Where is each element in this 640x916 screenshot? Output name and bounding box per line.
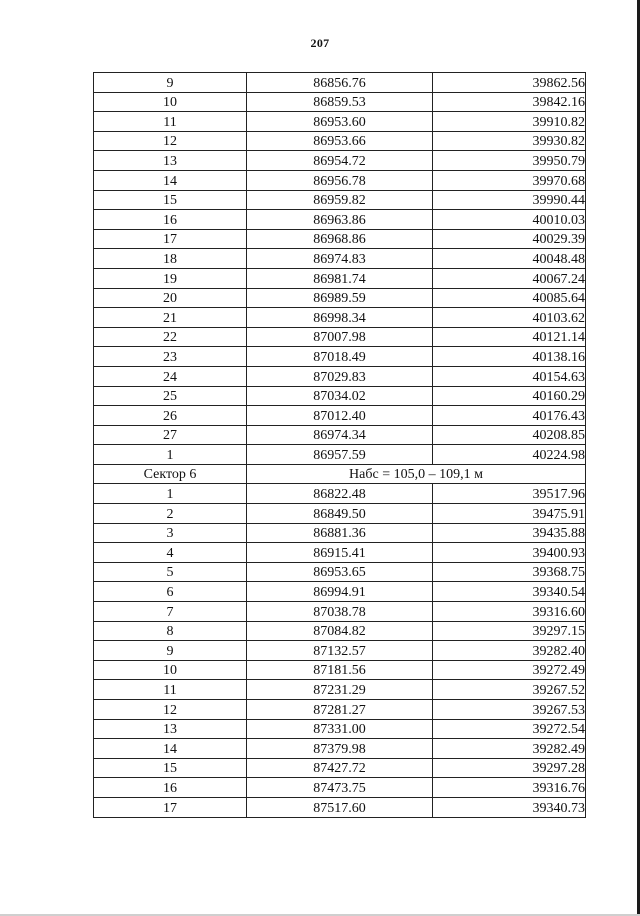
- y-coordinate-cell: 39282.49: [433, 739, 586, 759]
- y-coordinate-cell: 39297.15: [433, 621, 586, 641]
- x-coordinate-cell: 86953.60: [247, 112, 433, 132]
- table-row: [94, 641, 586, 661]
- x-coordinate-cell: 86956.78: [247, 170, 433, 190]
- table-row: [94, 170, 586, 190]
- x-coordinate-cell: 87427.72: [247, 758, 433, 778]
- y-coordinate-cell: 39272.54: [433, 719, 586, 739]
- point-number-cell: 3: [94, 523, 247, 543]
- table-row: [94, 268, 586, 288]
- x-coordinate-cell: 87132.57: [247, 641, 433, 661]
- point-number-cell: 13: [94, 151, 247, 171]
- point-number-cell: 20: [94, 288, 247, 308]
- y-coordinate-cell: 39267.53: [433, 700, 586, 720]
- table-row: [94, 112, 586, 132]
- sector-header-row: [94, 464, 586, 484]
- table-row: [94, 425, 586, 445]
- point-number-cell: 15: [94, 758, 247, 778]
- point-number-cell: 18: [94, 249, 247, 269]
- point-number-cell: 4: [94, 543, 247, 563]
- x-coordinate-cell: 86959.82: [247, 190, 433, 210]
- y-coordinate-cell: 40010.03: [433, 210, 586, 230]
- y-coordinate-cell: 39950.79: [433, 151, 586, 171]
- x-coordinate-cell: 86953.65: [247, 562, 433, 582]
- y-coordinate-cell: 39340.54: [433, 582, 586, 602]
- x-coordinate-cell: 87281.27: [247, 700, 433, 720]
- coordinates-table: [93, 72, 586, 818]
- x-coordinate-cell: 86915.41: [247, 543, 433, 563]
- y-coordinate-cell: 39517.96: [433, 484, 586, 504]
- y-coordinate-cell: 40138.16: [433, 347, 586, 367]
- x-coordinate-cell: 87012.40: [247, 406, 433, 426]
- point-number-cell: 13: [94, 719, 247, 739]
- table-row: [94, 562, 586, 582]
- table-row: [94, 386, 586, 406]
- y-coordinate-cell: 40048.48: [433, 249, 586, 269]
- point-number-cell: 21: [94, 308, 247, 328]
- x-coordinate-cell: 87038.78: [247, 602, 433, 622]
- y-coordinate-cell: 39475.91: [433, 504, 586, 524]
- x-coordinate-cell: 86968.86: [247, 229, 433, 249]
- sector-height: Набс = 105,0 – 109,1 м: [247, 464, 586, 484]
- point-number-cell: 11: [94, 112, 247, 132]
- y-coordinate-cell: 40176.43: [433, 406, 586, 426]
- point-number-cell: 2: [94, 504, 247, 524]
- point-number-cell: 1: [94, 484, 247, 504]
- table-row: [94, 151, 586, 171]
- table-row: [94, 445, 586, 465]
- x-coordinate-cell: 86849.50: [247, 504, 433, 524]
- x-coordinate-cell: 87473.75: [247, 778, 433, 798]
- y-coordinate-cell: 40160.29: [433, 386, 586, 406]
- y-coordinate-cell: 40208.85: [433, 425, 586, 445]
- point-number-cell: 12: [94, 131, 247, 151]
- point-number-cell: 9: [94, 73, 247, 93]
- table-row: [94, 484, 586, 504]
- point-number-cell: 26: [94, 406, 247, 426]
- point-number-cell: 24: [94, 366, 247, 386]
- table-row: [94, 406, 586, 426]
- x-coordinate-cell: 87181.56: [247, 660, 433, 680]
- point-number-cell: 15: [94, 190, 247, 210]
- y-coordinate-cell: 39267.52: [433, 680, 586, 700]
- table-row: [94, 190, 586, 210]
- table-row: [94, 543, 586, 563]
- x-coordinate-cell: 87029.83: [247, 366, 433, 386]
- y-coordinate-cell: 39910.82: [433, 112, 586, 132]
- y-coordinate-cell: 40103.62: [433, 308, 586, 328]
- page-number: 207: [310, 36, 330, 50]
- table-row: [94, 308, 586, 328]
- table-row: [94, 602, 586, 622]
- x-coordinate-cell: 87231.29: [247, 680, 433, 700]
- table-row: [94, 739, 586, 759]
- point-number-cell: 25: [94, 386, 247, 406]
- table-row: [94, 778, 586, 798]
- point-number-cell: 11: [94, 680, 247, 700]
- table-row: [94, 582, 586, 602]
- x-coordinate-cell: 86856.76: [247, 73, 433, 93]
- y-coordinate-cell: 39990.44: [433, 190, 586, 210]
- y-coordinate-cell: 39297.28: [433, 758, 586, 778]
- point-number-cell: 23: [94, 347, 247, 367]
- table-row: [94, 758, 586, 778]
- table-row: [94, 249, 586, 269]
- y-coordinate-cell: 39400.93: [433, 543, 586, 563]
- table-row: [94, 523, 586, 543]
- x-coordinate-cell: 86954.72: [247, 151, 433, 171]
- point-number-cell: 5: [94, 562, 247, 582]
- x-coordinate-cell: 87379.98: [247, 739, 433, 759]
- x-coordinate-cell: 87331.00: [247, 719, 433, 739]
- x-coordinate-cell: 87034.02: [247, 386, 433, 406]
- table-row: [94, 719, 586, 739]
- y-coordinate-cell: 40224.98: [433, 445, 586, 465]
- x-coordinate-cell: 86974.83: [247, 249, 433, 269]
- table-row: [94, 504, 586, 524]
- point-number-cell: 17: [94, 229, 247, 249]
- x-coordinate-cell: 86974.34: [247, 425, 433, 445]
- point-number-cell: 17: [94, 797, 247, 817]
- point-number-cell: 6: [94, 582, 247, 602]
- point-number-cell: 14: [94, 170, 247, 190]
- y-coordinate-cell: 39316.60: [433, 602, 586, 622]
- x-coordinate-cell: 86859.53: [247, 92, 433, 112]
- x-coordinate-cell: 86989.59: [247, 288, 433, 308]
- table-row: [94, 288, 586, 308]
- y-coordinate-cell: 39862.56: [433, 73, 586, 93]
- table-row: [94, 680, 586, 700]
- x-coordinate-cell: 87007.98: [247, 327, 433, 347]
- table-row: [94, 366, 586, 386]
- point-number-cell: 10: [94, 92, 247, 112]
- table-row: [94, 131, 586, 151]
- point-number-cell: 8: [94, 621, 247, 641]
- y-coordinate-cell: 39368.75: [433, 562, 586, 582]
- table-row: [94, 229, 586, 249]
- point-number-cell: 19: [94, 268, 247, 288]
- point-number-cell: 16: [94, 778, 247, 798]
- table-row: [94, 92, 586, 112]
- x-coordinate-cell: 86957.59: [247, 445, 433, 465]
- y-coordinate-cell: 39272.49: [433, 660, 586, 680]
- y-coordinate-cell: 39340.73: [433, 797, 586, 817]
- x-coordinate-cell: 87517.60: [247, 797, 433, 817]
- x-coordinate-cell: 86994.91: [247, 582, 433, 602]
- point-number-cell: 22: [94, 327, 247, 347]
- x-coordinate-cell: 87018.49: [247, 347, 433, 367]
- x-coordinate-cell: 86953.66: [247, 131, 433, 151]
- table-row: [94, 797, 586, 817]
- point-number-cell: 1: [94, 445, 247, 465]
- y-coordinate-cell: 39316.76: [433, 778, 586, 798]
- y-coordinate-cell: 40067.24: [433, 268, 586, 288]
- x-coordinate-cell: 86998.34: [247, 308, 433, 328]
- sector-label: Сектор 6: [94, 464, 247, 484]
- table-row: [94, 660, 586, 680]
- y-coordinate-cell: 39435.88: [433, 523, 586, 543]
- x-coordinate-cell: 87084.82: [247, 621, 433, 641]
- y-coordinate-cell: 40029.39: [433, 229, 586, 249]
- y-coordinate-cell: 40154.63: [433, 366, 586, 386]
- table-row: [94, 347, 586, 367]
- y-coordinate-cell: 39842.16: [433, 92, 586, 112]
- x-coordinate-cell: 86822.48: [247, 484, 433, 504]
- table-row: [94, 621, 586, 641]
- y-coordinate-cell: 39930.82: [433, 131, 586, 151]
- point-number-cell: 10: [94, 660, 247, 680]
- x-coordinate-cell: 86981.74: [247, 268, 433, 288]
- y-coordinate-cell: 40085.64: [433, 288, 586, 308]
- table-row: [94, 210, 586, 230]
- point-number-cell: 9: [94, 641, 247, 661]
- coordinates-table-body: [94, 73, 586, 818]
- point-number-cell: 16: [94, 210, 247, 230]
- point-number-cell: 12: [94, 700, 247, 720]
- table-row: [94, 327, 586, 347]
- y-coordinate-cell: 39282.40: [433, 641, 586, 661]
- y-coordinate-cell: 40121.14: [433, 327, 586, 347]
- table-row: [94, 73, 586, 93]
- y-coordinate-cell: 39970.68: [433, 170, 586, 190]
- table-row: [94, 700, 586, 720]
- x-coordinate-cell: 86963.86: [247, 210, 433, 230]
- point-number-cell: 7: [94, 602, 247, 622]
- x-coordinate-cell: 86881.36: [247, 523, 433, 543]
- point-number-cell: 14: [94, 739, 247, 759]
- point-number-cell: 27: [94, 425, 247, 445]
